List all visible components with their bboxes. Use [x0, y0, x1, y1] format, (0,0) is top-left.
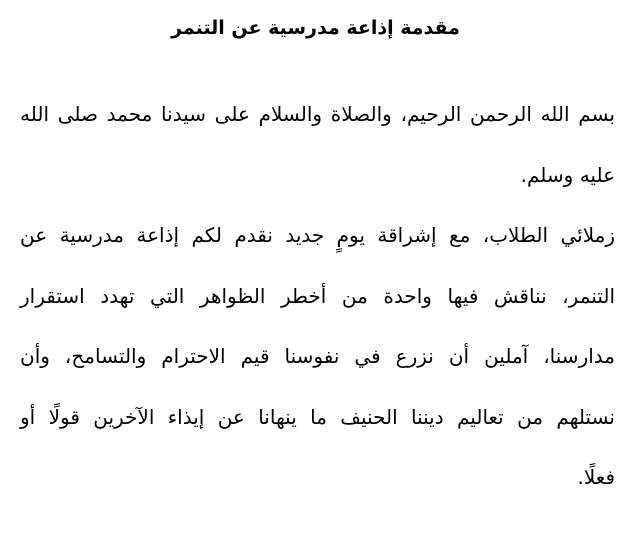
text-line: فعلًا. [577, 465, 615, 489]
paragraph-introduction [20, 205, 615, 508]
text-line: التنمر، نناقش فيها واحدة من أخطر الظواهر التي تهدد استقرار [20, 283, 615, 308]
paragraph-basmala [20, 84, 615, 205]
text-line: مدارسنا، آملين أن نزرع في نفوسنا قيم الاحترام والتسامح، وأن [20, 344, 615, 368]
text-line: زملائي الطلاب، مع إشراقة يومٍ جديد نقدم لكم إذاعة مدرسية عن [20, 223, 615, 247]
text-line: بسم الله الرحمن الرحيم، والصلاة والسلام على سيدنا محمد صلى الله [20, 102, 615, 126]
page-title: مقدمة إذاعة مدرسية عن التنمر [171, 17, 460, 39]
text-line: نستلهم من تعاليم ديننا الحنيف ما ينهانا عن إيذاء الآخرين قولًا أو [20, 404, 615, 429]
document-body [20, 84, 615, 508]
text-line: عليه وسلم. [520, 162, 615, 187]
